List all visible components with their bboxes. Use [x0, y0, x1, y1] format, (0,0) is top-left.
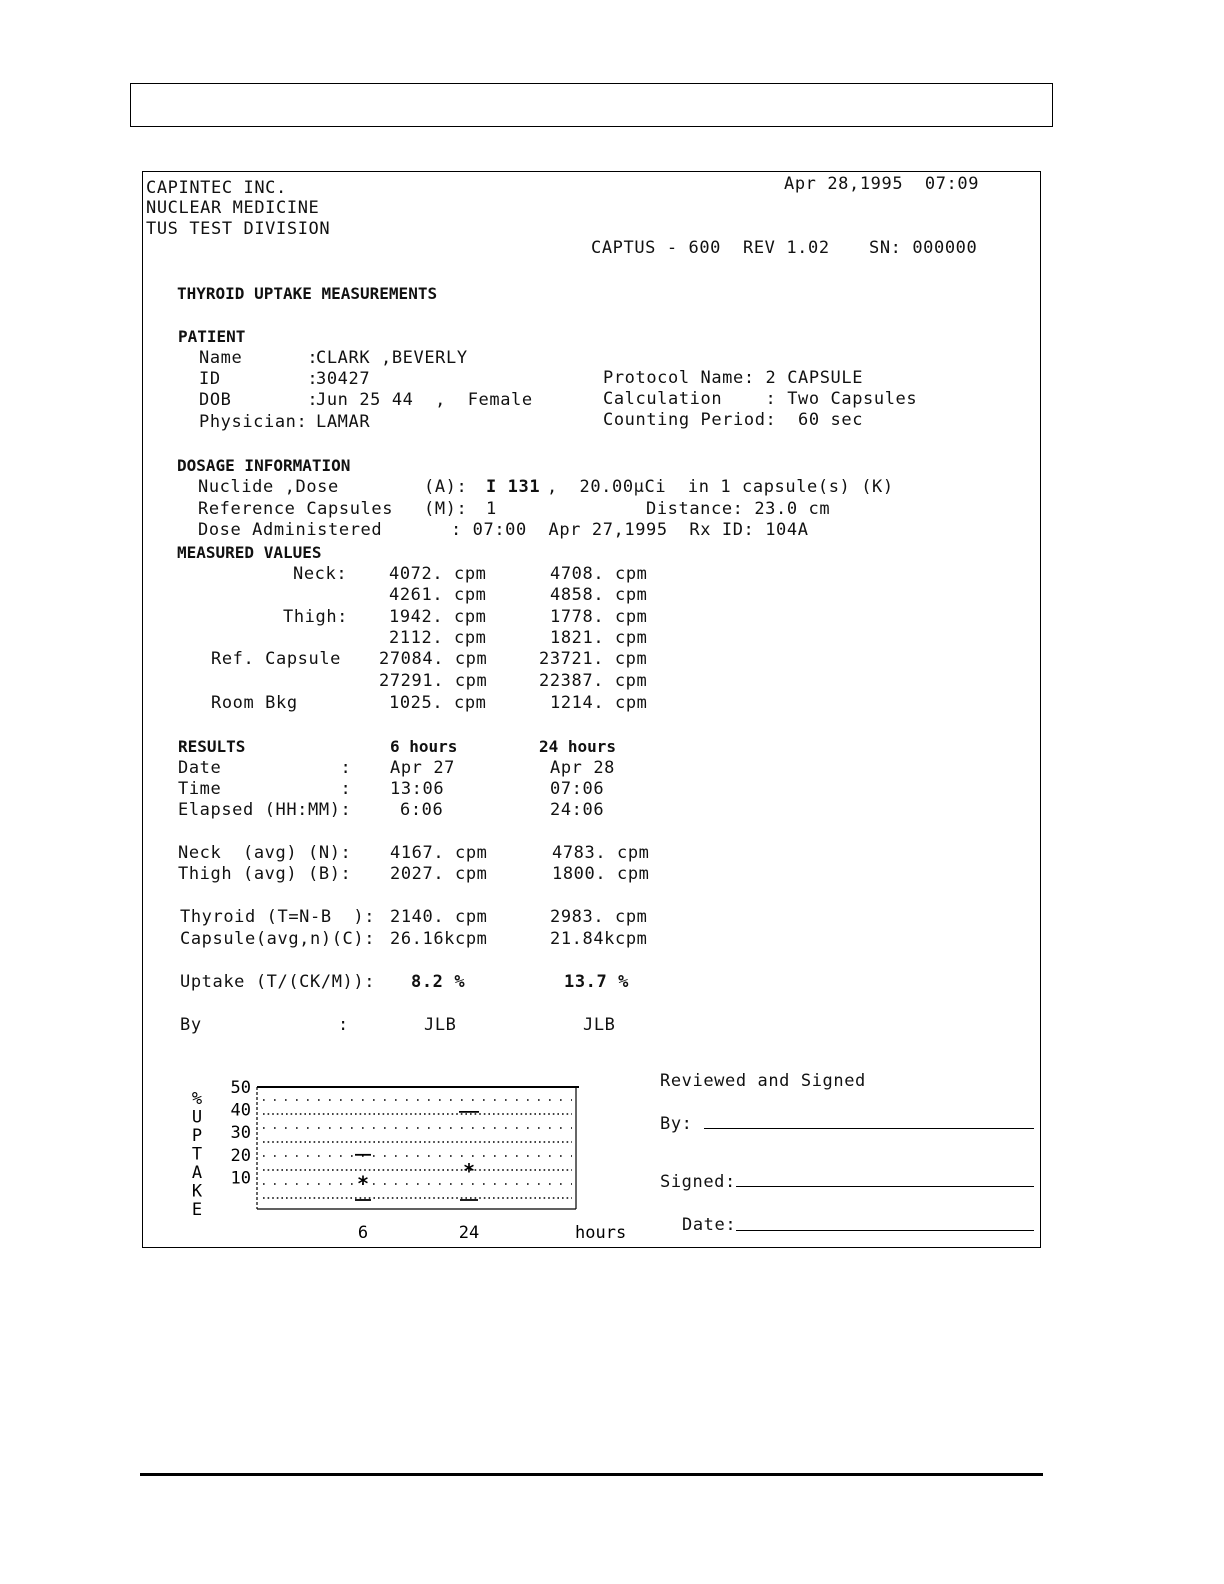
name-label: Name :	[199, 348, 319, 368]
uptake-24h: 13.7 %	[564, 972, 630, 992]
reference-label: Reference Capsules	[198, 499, 394, 519]
patient-name: CLARK ,BEVERLY	[316, 348, 468, 368]
company-name: CAPINTEC INC.	[146, 178, 287, 198]
measured-value: 4261. cpm	[389, 585, 487, 605]
thigh-avg-6h: 2027. cpm	[390, 864, 488, 884]
patient-heading: PATIENT	[178, 327, 246, 346]
chart-xtick-label: 6	[357, 1223, 369, 1243]
measured-label-ref-capsule: Ref. Capsule	[211, 649, 342, 669]
nuclide-value: I 131	[486, 477, 541, 497]
reference-count: 1	[486, 499, 497, 519]
report-printout	[142, 171, 1041, 1248]
chart-xtick-label: 24	[458, 1223, 480, 1243]
uptake-6h: 8.2 %	[411, 972, 466, 992]
reference-code: (M):	[424, 499, 468, 519]
elapsed-label: Elapsed (HH:MM):	[178, 800, 352, 820]
reviewer-by-label: By:	[660, 1114, 693, 1134]
division: TUS TEST DIVISION	[146, 219, 331, 239]
measured-heading: MEASURED VALUES	[177, 543, 322, 562]
measured-value: 2112. cpm	[389, 628, 487, 648]
chart-ylabel-char: T	[191, 1144, 203, 1165]
measured-value: 4072. cpm	[389, 564, 487, 584]
measured-label-room-bkg: Room Bkg	[211, 693, 298, 713]
reviewed-heading: Reviewed and Signed	[660, 1071, 866, 1091]
neck-avg-6h: 4167. cpm	[390, 843, 488, 863]
nuclide-label: Nuclide ,Dose	[198, 477, 339, 497]
department: NUCLEAR MEDICINE	[146, 198, 320, 218]
capsule-24h: 21.84kcpm	[550, 929, 648, 949]
revision: REV 1.02	[743, 238, 830, 258]
device-name: CAPTUS - 600	[591, 238, 722, 258]
by-6h: JLB	[424, 1015, 457, 1035]
thyroid-6h: 2140. cpm	[390, 907, 488, 927]
sign-date-label: Date:	[682, 1215, 737, 1235]
chart-ylabel-char: A	[191, 1163, 203, 1183]
measured-label-thigh: Thigh:	[283, 607, 349, 627]
physician-name: LAMAR	[316, 412, 371, 432]
uptake-chart	[183, 1070, 653, 1250]
signed-label: Signed:	[660, 1172, 736, 1192]
thigh-avg-label: Thigh (avg) (B):	[178, 864, 352, 884]
report-title: THYROID UPTAKE MEASUREMENTS	[177, 284, 438, 303]
elapsed-24h: 24:06	[550, 800, 605, 820]
dose-value: , 20.00µCi in 1 capsule(s) (K)	[547, 477, 894, 497]
chart-ytick-label: 40	[230, 1100, 251, 1121]
serial-number: SN: 000000	[869, 238, 978, 258]
chart-data-point: *	[462, 1159, 476, 1184]
time-24h: 07:06	[550, 779, 605, 799]
measured-label-neck: Neck:	[293, 564, 348, 584]
chart-ylabel-char: K	[191, 1181, 203, 1202]
measured-value: 27291. cpm	[379, 671, 488, 691]
thigh-avg-24h: 1800. cpm	[552, 864, 650, 884]
date-6h: Apr 27	[390, 758, 456, 778]
counting-period: Counting Period: 60 sec	[603, 410, 864, 430]
by-24h: JLB	[583, 1015, 616, 1035]
patient-dob: Jun 25 44 , Female	[316, 390, 533, 410]
neck-avg-label: Neck (avg) (N):	[178, 843, 352, 863]
protocol-name: Protocol Name: 2 CAPSULE	[603, 368, 864, 388]
neck-avg-24h: 4783. cpm	[552, 843, 650, 863]
results-col-24h: 24 hours	[539, 737, 617, 756]
id-label: ID :	[199, 369, 319, 389]
chart-ylabel-char: P	[191, 1126, 203, 1146]
chart-xlabel: hours	[575, 1223, 627, 1243]
distance: Distance: 23.0 cm	[646, 499, 831, 519]
results-heading: RESULTS	[178, 737, 246, 756]
report-datetime: Apr 28,1995 07:09	[784, 174, 980, 194]
measured-value: 4858. cpm	[550, 585, 648, 605]
capsule-6h: 26.16kcpm	[390, 929, 488, 949]
chart-data-point: *	[356, 1171, 370, 1196]
chart-ylabel-char: E	[191, 1200, 203, 1220]
measured-value: 27084. cpm	[379, 649, 488, 669]
thyroid-24h: 2983. cpm	[550, 907, 648, 927]
by-label: By	[180, 1015, 202, 1035]
capsule-label: Capsule(avg,n)(C):	[180, 929, 376, 949]
nuclide-code: (A):	[424, 477, 468, 497]
sign-date-line[interactable]	[736, 1230, 1034, 1231]
measured-value: 1942. cpm	[389, 607, 487, 627]
patient-id: 30427	[316, 369, 371, 389]
chart-ytick-label: 50	[230, 1078, 251, 1098]
time-label: Time :	[178, 779, 352, 799]
elapsed-6h: 6:06	[400, 800, 444, 820]
uptake-label: Uptake (T/(CK/M)):	[180, 972, 376, 992]
calculation: Calculation : Two Capsules	[603, 389, 918, 409]
measured-value: 4708. cpm	[550, 564, 648, 584]
chart-ylabel-char: %	[191, 1089, 203, 1109]
chart-ytick-label: 20	[230, 1145, 251, 1166]
chart-ytick-label: 10	[230, 1168, 251, 1189]
measured-value: 23721. cpm	[539, 649, 648, 669]
physician-label: Physician:	[199, 412, 308, 432]
date-24h: Apr 28	[550, 758, 616, 778]
time-6h: 13:06	[390, 779, 445, 799]
footer-rule	[140, 1473, 1043, 1476]
thyroid-label: Thyroid (T=N-B ):	[180, 907, 376, 927]
dosage-heading: DOSAGE INFORMATION	[177, 456, 351, 475]
measured-value: 22387. cpm	[539, 671, 648, 691]
date-label: Date :	[178, 758, 352, 778]
chart-ylabel-char: U	[191, 1107, 203, 1128]
measured-value: 1821. cpm	[550, 628, 648, 648]
dob-label: DOB :	[199, 390, 319, 410]
signature-line[interactable]	[736, 1186, 1034, 1187]
measured-value: 1778. cpm	[550, 607, 648, 627]
chart-ytick-label: 30	[230, 1123, 251, 1144]
administered-label: Dose Administered	[198, 520, 383, 540]
results-col-6h: 6 hours	[390, 737, 458, 756]
measured-value: 1025. cpm	[389, 693, 487, 713]
reviewer-by-line[interactable]	[704, 1128, 1034, 1129]
measured-value: 1214. cpm	[550, 693, 648, 713]
by-colon: :	[338, 1015, 349, 1035]
header-box	[130, 83, 1053, 127]
administered-value: : 07:00 Apr 27,1995 Rx ID: 104A	[451, 520, 809, 540]
